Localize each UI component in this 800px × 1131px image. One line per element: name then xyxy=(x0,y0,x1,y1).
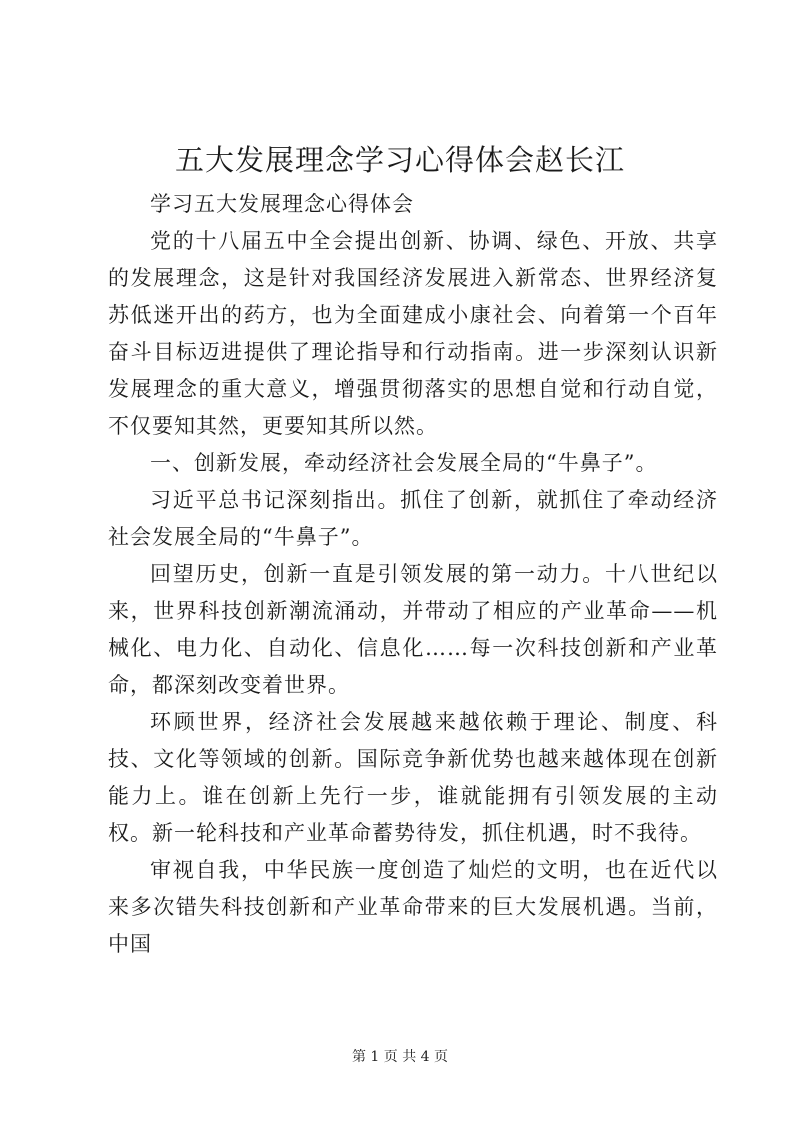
page-number-footer: 第 1 页 共 4 页 xyxy=(351,1049,449,1065)
document-title: 五大发展理念学习心得体会赵长江 xyxy=(174,143,625,177)
section-heading-innovation: 一、创新发展，牵动经济社会发展全局的“牛鼻子”。 xyxy=(150,451,658,475)
paragraph-self: 审视自我，中华民族一度创造了灿烂的文明，也在近代以来多次错失科技创新和产业革命带来的巨大发展机遇。当前，中国 xyxy=(108,858,718,956)
paragraph-intro: 党的十八届五中全会提出创新、协调、绿色、开放、共享的发展理念，这是针对我国经济发展进入新常态、世界经济复苏低迷开出的药方，也为全面建成小康社会、向着第一个百年奋斗目标迈进提供了理论指导和行动指南。进一步深刻认识新发展理念的重大意义，增强贯彻落实的思想自觉和行动自觉，不仅要知其然，更要知其所以然。 xyxy=(108,229,718,438)
paragraph-history: 回望历史，创新一直是引领发展的第一动力。十八世纪以来，世界科技创新潮流涌动，并带动了相应的产业革命——机械化、电力化、自动化、信息化……每一次科技创新和产业革命，都深刻改变着世界。 xyxy=(108,562,718,697)
paragraph-subtitle: 学习五大发展理念心得体会 xyxy=(150,192,414,216)
document-body xyxy=(108,186,718,963)
paragraph-quote: 习近平总书记深刻指出。抓住了创新，就抓住了牵动经济社会发展全局的“牛鼻子”。 xyxy=(108,488,718,549)
paragraph-world: 环顾世界，经济社会发展越来越依赖于理论、制度、科技、文化等领域的创新。国际竞争新优势也越来越体现在创新能力上。谁在创新上先行一步，谁就能拥有引领发展的主动权。新一轮科技和产业革命蓄势待发，抓住机遇，时不我待。 xyxy=(108,710,718,845)
